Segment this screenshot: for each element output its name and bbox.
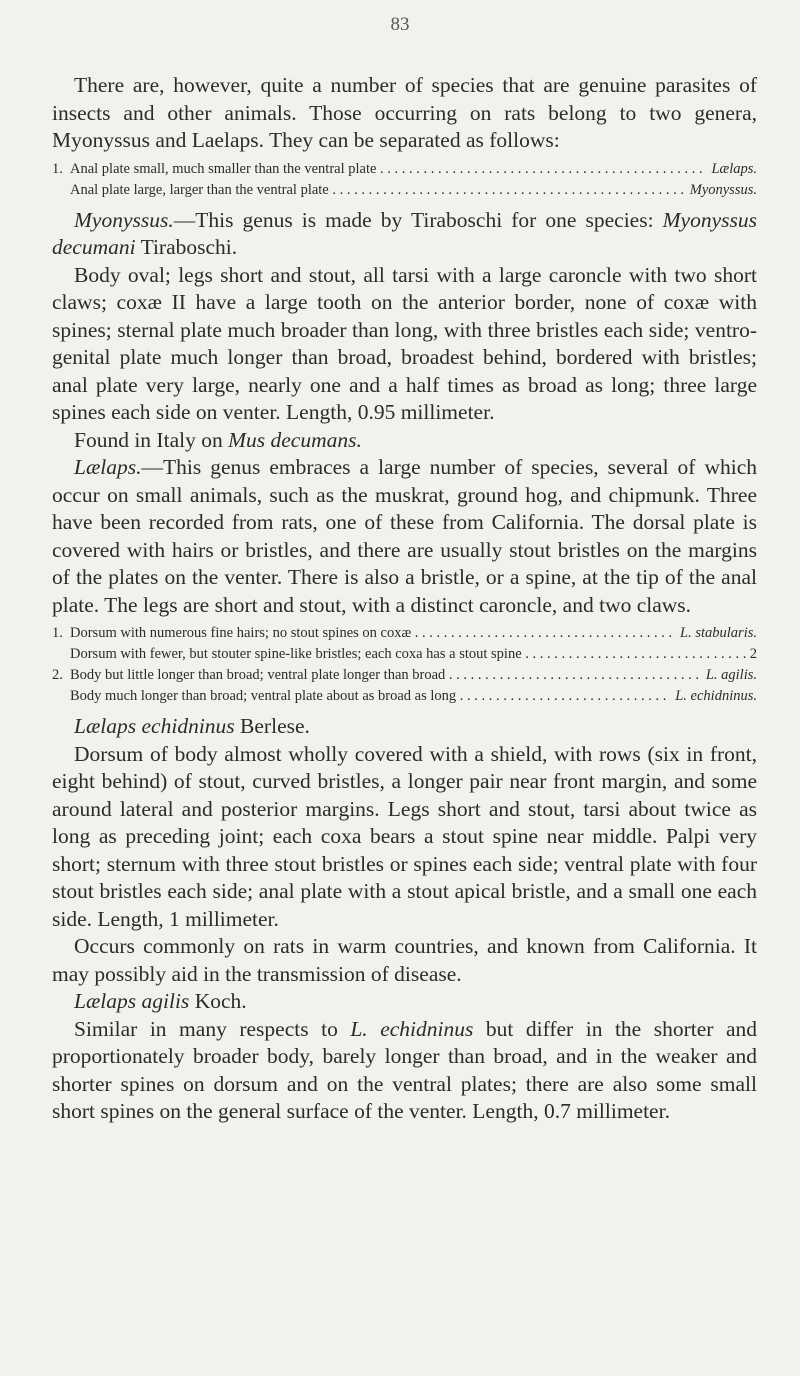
- genus-heading: Myonyssus.: [74, 207, 174, 232]
- echidninus-description: Dorsum of body almost wholly covered with a shield, with rows (six in front, eight behind) of stout, curved bristles, a longer pair near front margin, and some around lateral and posterior margins. Legs short and stout, tarsi about twice as long as preceding joint; each coxa bears a stout spine near middle. Palpi very short; sternum with three stout bristles or spines each side; ventral plate with four stout bristles each side; anal plate with a stout apical bristle, and a small one each side. Length, 1 millimeter.: [52, 741, 757, 931]
- laelaps-paragraph: Lælaps.—This genus embraces a large number of species, several of which occur on small animals, such as the muskrat, ground hog, and chipmunk. Three have been recorded from rats, one of these from California. The dorsal plate is covered with hairs or bristles, and there are usually stout bristles on the margins of the plates on the venter. There is also a bristle, or a spine, at the tip of the anal plate. The legs are short and stout, with a distinct caroncle, and two claws.: [52, 455, 757, 617]
- key-row: 1. Anal plate small, much smaller than the ventral plate . . . Lælaps.: [52, 159, 757, 180]
- intro-paragraph: There are, however, quite a number of species that are genuine parasites of insects and other animals. Those occurring on rats belong to two genera, Myonyssus and Laelaps. They can be separated as follows:: [52, 73, 757, 152]
- myonyssus-description: Body oval; legs short and stout, all tarsi with a large caroncle with two short claws; coxæ II have a large tooth on the anterior border, none of coxæ with spines; sternal plate much broader than long, with three bristles each side; ventro-genital plate much longer than broad, broadest behind, bordered with bristles; anal plate very large, nearly one and a half times as broad as long; three large spines each side on venter. Length, 0.95 millimeter.: [52, 262, 757, 424]
- myonyssus-found: Found in Italy on Mus decumans.: [74, 427, 362, 452]
- agilis-heading: Lælaps agilis Koch.: [74, 989, 247, 1013]
- species-key: [52, 623, 757, 707]
- key-row: Anal plate large, larger than the ventral plate . . . Myonyssus.: [52, 180, 757, 201]
- genus-heading: Lælaps.: [74, 455, 142, 479]
- genus-key: [52, 159, 757, 201]
- myonyssus-paragraph: Myonyssus.—This genus is made by Tiraboschi for one species: Myonyssus decumani Tiraboschi.: [52, 207, 757, 259]
- echidninus-heading: Lælaps echidninus Berlese.: [74, 714, 310, 738]
- page-body: [52, 72, 757, 1126]
- species-name: Myonyssus decumani: [52, 207, 757, 259]
- key-row: 2. Body but little longer than broad; ventral plate longer than broad . . . L. agilis.: [52, 665, 757, 686]
- key-row: Dorsum with fewer, but stouter spine-like bristles; each coxa has a stout spine . . . 2: [52, 644, 757, 665]
- agilis-description: Similar in many respects to L. echidninus but differ in the shorter and proportionately broader body, barely longer than broad, and in the weaker and shorter spines on dorsum and on the ventral plates; there are also some small short spines on the general surface of the venter. Length, 0.7 millimeter.: [52, 1016, 757, 1123]
- key-row: Body much longer than broad; ventral plate about as broad as long . . . L. echidninus.: [52, 686, 757, 707]
- key-row: 1. Dorsum with numerous fine hairs; no stout spines on coxæ . . . L. stabularis.: [52, 623, 757, 644]
- echidninus-occurrence: Occurs commonly on rats in warm countries, and known from California. It may possibly aid in the transmission of disease.: [52, 934, 757, 986]
- page-number: 83: [390, 14, 410, 35]
